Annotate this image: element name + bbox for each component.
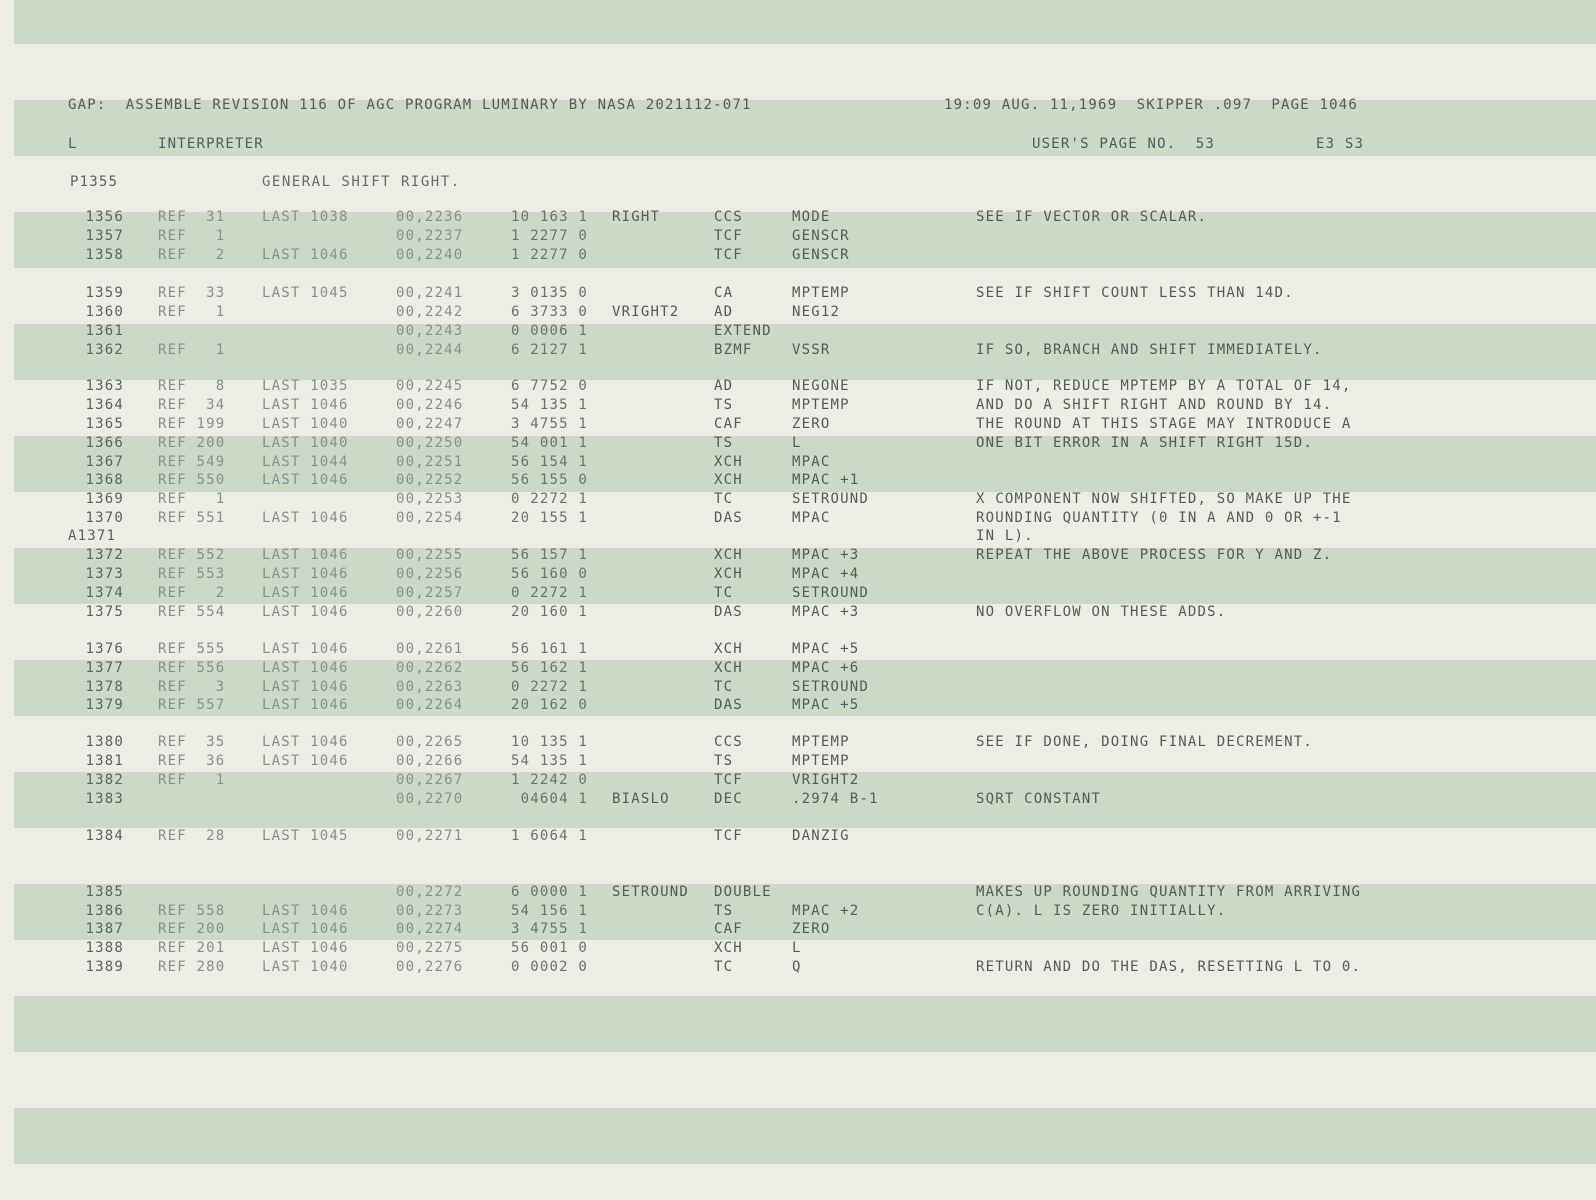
- listing-cell-line: 1366: [85, 435, 124, 451]
- listing-cell-comment: ONE BIT ERROR IN A SHIFT RIGHT 15D.: [976, 435, 1314, 451]
- listing-cell-ref: REF 28: [158, 828, 226, 844]
- listing-cell-line: 1369: [85, 491, 124, 507]
- log-section-letter: L: [68, 136, 78, 152]
- listing-cell-line: 1381: [85, 753, 124, 769]
- listing-cell-data: 0 0006 1: [510, 323, 588, 339]
- listing-cell-ref: REF 549: [158, 454, 226, 470]
- listing-cell-last: LAST 1046: [262, 641, 349, 657]
- listing-cell-comment: SQRT CONSTANT: [976, 791, 1102, 807]
- listing-cell-data: 10 135 1: [510, 734, 588, 750]
- listing-cell-comment: X COMPONENT NOW SHIFTED, SO MAKE UP THE: [976, 491, 1352, 507]
- listing-cell-line: 1360: [85, 304, 124, 320]
- listing-cell-ref: REF 200: [158, 435, 226, 451]
- listing-cell-line: 1389: [85, 959, 124, 975]
- listing-cell-last: LAST 1046: [262, 604, 349, 620]
- listing-cell-last: LAST 1045: [262, 828, 349, 844]
- listing-cell-op: TS: [714, 435, 734, 451]
- listing-cell-last: LAST 1040: [262, 959, 349, 975]
- listing-cell-ref: REF 553: [158, 566, 226, 582]
- listing-cell-last: LAST 1040: [262, 435, 349, 451]
- listing-cell-line: 1365: [85, 416, 124, 432]
- listing-cell-data: 56 161 1: [510, 641, 588, 657]
- users-page-number: USER'S PAGE NO. 53: [1032, 136, 1215, 152]
- listing-cell-op: XCH: [714, 547, 743, 563]
- listing-cell-op: TS: [714, 397, 734, 413]
- listing-cell-addr: 00,2262: [396, 660, 464, 676]
- listing-cell-comment: AND DO A SHIFT RIGHT AND ROUND BY 14.: [976, 397, 1333, 413]
- listing-cell-ref: REF 1: [158, 491, 226, 507]
- listing-cell-last: LAST 1046: [262, 921, 349, 937]
- listing-cell-last: LAST 1046: [262, 679, 349, 695]
- listing-cell-last: LAST 1035: [262, 378, 349, 394]
- listing-cell-op: XCH: [714, 641, 743, 657]
- listing-cell-line: 1379: [85, 697, 124, 713]
- listing-cell-addr: 00,2257: [396, 585, 464, 601]
- listing-cell-addr: 00,2276: [396, 959, 464, 975]
- listing-cell-addr: 00,2275: [396, 940, 464, 956]
- listing-cell-comment: SEE IF SHIFT COUNT LESS THAN 14D.: [976, 285, 1294, 301]
- listing-cell-op: TC: [714, 491, 734, 507]
- listing-cell-op: DEC: [714, 791, 743, 807]
- listing-cell-line: 1385: [85, 884, 124, 900]
- listing-cell-operand: MPTEMP: [792, 734, 850, 750]
- listing-cell-ref: REF 201: [158, 940, 226, 956]
- listing-header-right: 19:09 AUG. 11,1969 SKIPPER .097 PAGE 1046: [944, 97, 1359, 113]
- listing-cell-data: 0 0002 0: [510, 959, 588, 975]
- listing-cell-ref: REF 8: [158, 378, 226, 394]
- listing-cell-operand: MPAC: [792, 454, 831, 470]
- listing-cell-addr: 00,2250: [396, 435, 464, 451]
- listing-cell-ref: REF 2: [158, 585, 226, 601]
- listing-cell-data: 6 7752 0: [510, 378, 588, 394]
- listing-cell-addr: 00,2245: [396, 378, 464, 394]
- listing-cell-operand: MPAC +5: [792, 641, 860, 657]
- listing-cell-last: LAST 1046: [262, 472, 349, 488]
- listing-cell-data: 6 2127 1: [510, 342, 588, 358]
- listing-cell-operand: DANZIG: [792, 828, 850, 844]
- listing-cell-last: LAST 1046: [262, 734, 349, 750]
- listing-cell-ref: REF 1: [158, 772, 226, 788]
- listing-cell-addr: 00,2254: [396, 510, 464, 526]
- listing-cell-data: 1 2277 0: [510, 228, 588, 244]
- listing-cell-addr: 00,2266: [396, 753, 464, 769]
- listing-cell-addr: 00,2255: [396, 547, 464, 563]
- listing-cell-op: TC: [714, 959, 734, 975]
- listing-cell-operand: GENSCR: [792, 247, 850, 263]
- listing-cell-data: 56 157 1: [510, 547, 588, 563]
- listing-cell-addr: 00,2270: [396, 791, 464, 807]
- listing-cell-operand: MPAC +2: [792, 903, 860, 919]
- listing-cell-op: AD: [714, 378, 734, 394]
- listing-cell-last: LAST 1038: [262, 209, 349, 225]
- listing-cell-op: BZMF: [714, 342, 753, 358]
- listing-cell-last: LAST 1046: [262, 397, 349, 413]
- listing-cell-addr: 00,2240: [396, 247, 464, 263]
- listing-cell-label: BIASLO: [612, 791, 670, 807]
- listing-cell-addr: 00,2242: [396, 304, 464, 320]
- listing-cell-op: DAS: [714, 604, 743, 620]
- listing-cell-op: CCS: [714, 734, 743, 750]
- listing-cell-line: 1386: [85, 903, 124, 919]
- listing-cell-line: 1367: [85, 454, 124, 470]
- listing-cell-data: 1 2277 0: [510, 247, 588, 263]
- listing-cell-op: CA: [714, 285, 734, 301]
- listing-cell-ref: REF 555: [158, 641, 226, 657]
- listing-cell-operand: MPAC +1: [792, 472, 860, 488]
- listing-cell-line: 1383: [85, 791, 124, 807]
- listing-cell-last: LAST 1045: [262, 285, 349, 301]
- listing-cell-operand: SETROUND: [792, 491, 870, 507]
- listing-cell-data: 20 162 0: [510, 697, 588, 713]
- listing-cell-operand: VSSR: [792, 342, 831, 358]
- listing-cell-line: A1371: [68, 528, 117, 544]
- listing-cell-operand: ZERO: [792, 921, 831, 937]
- listing-cell-ref: REF 557: [158, 697, 226, 713]
- listing-cell-data: 0 2272 1: [510, 585, 588, 601]
- listing-cell-addr: 00,2244: [396, 342, 464, 358]
- listing-cell-operand: SETROUND: [792, 585, 870, 601]
- listing-cell-op: TCF: [714, 828, 743, 844]
- listing-cell-line: 1382: [85, 772, 124, 788]
- listing-cell-comment: IF NOT, REDUCE MPTEMP BY A TOTAL OF 14,: [976, 378, 1352, 394]
- listing-cell-ref: REF 200: [158, 921, 226, 937]
- listing-cell-data: 56 162 1: [510, 660, 588, 676]
- listing-cell-line: 1363: [85, 378, 124, 394]
- listing-cell-data: 3 4755 1: [510, 921, 588, 937]
- listing-cell-data: 54 135 1: [510, 397, 588, 413]
- listing-cell-op: TCF: [714, 772, 743, 788]
- listing-cell-data: 56 155 0: [510, 472, 588, 488]
- listing-cell-line: 1373: [85, 566, 124, 582]
- listing-cell-last: LAST 1046: [262, 566, 349, 582]
- listing-cell-line: 1378: [85, 679, 124, 695]
- listing-cell-comment: C(A). L IS ZERO INITIALLY.: [976, 903, 1227, 919]
- listing-cell-addr: 00,2243: [396, 323, 464, 339]
- listing-cell-op: DAS: [714, 697, 743, 713]
- listing-cell-addr: 00,2251: [396, 454, 464, 470]
- listing-cell-operand: NEG12: [792, 304, 841, 320]
- listing-cell-addr: 00,2256: [396, 566, 464, 582]
- listing-cell-addr: 00,2247: [396, 416, 464, 432]
- listing-cell-data: 54 156 1: [510, 903, 588, 919]
- listing-cell-operand: MPAC: [792, 510, 831, 526]
- listing-cell-addr: 00,2260: [396, 604, 464, 620]
- listing-cell-op: TC: [714, 679, 734, 695]
- listing-cell-addr: 00,2261: [396, 641, 464, 657]
- listing-cell-addr: 00,2273: [396, 903, 464, 919]
- listing-cell-comment: REPEAT THE ABOVE PROCESS FOR Y AND Z.: [976, 547, 1333, 563]
- listing-cell-data: 1 2242 0: [510, 772, 588, 788]
- listing-cell-addr: 00,2264: [396, 697, 464, 713]
- listing-cell-line: 1361: [85, 323, 124, 339]
- listing-cell-addr: 00,2271: [396, 828, 464, 844]
- listing-cell-comment: IN L).: [976, 528, 1034, 544]
- listing-cell-label: SETROUND: [612, 884, 690, 900]
- listing-cell-ref: REF 551: [158, 510, 226, 526]
- listing-cell-operand: NEGONE: [792, 378, 850, 394]
- listing-cell-addr: 00,2263: [396, 679, 464, 695]
- listing-cell-last: LAST 1046: [262, 940, 349, 956]
- listing-cell-addr: 00,2267: [396, 772, 464, 788]
- listing-cell-data: 6 3733 0: [510, 304, 588, 320]
- listing-cell-data: 1 6064 1: [510, 828, 588, 844]
- listing-cell-operand: SETROUND: [792, 679, 870, 695]
- listing-cell-addr: 00,2274: [396, 921, 464, 937]
- listing-cell-ref: REF 1: [158, 228, 226, 244]
- listing-cell-line: 1370: [85, 510, 124, 526]
- listing-cell-op: XCH: [714, 454, 743, 470]
- listing-cell-op: DOUBLE: [714, 884, 772, 900]
- paper-band: [14, 1108, 1596, 1164]
- listing-cell-data: 6 0000 1: [510, 884, 588, 900]
- listing-cell-op: XCH: [714, 566, 743, 582]
- paper-band: [14, 0, 1596, 44]
- listing-cell-op: CAF: [714, 416, 743, 432]
- listing-cell-last: LAST 1046: [262, 547, 349, 563]
- listing-cell-operand: MPAC +6: [792, 660, 860, 676]
- listing-cell-data: 0 2272 1: [510, 491, 588, 507]
- listing-cell-addr: 00,2236: [396, 209, 464, 225]
- listing-cell-ref: REF 280: [158, 959, 226, 975]
- listing-cell-addr: 00,2265: [396, 734, 464, 750]
- listing-cell-ref: REF 556: [158, 660, 226, 676]
- listing-cell-data: 04604 1: [520, 791, 588, 807]
- listing-cell-line: 1362: [85, 342, 124, 358]
- listing-cell-operand: Q: [792, 959, 802, 975]
- listing-cell-line: 1380: [85, 734, 124, 750]
- listing-cell-op: TS: [714, 903, 734, 919]
- listing-cell-comment: ROUNDING QUANTITY (0 IN A AND 0 OR +-1: [976, 510, 1342, 526]
- listing-cell-operand: MPAC +4: [792, 566, 860, 582]
- listing-cell-op: XCH: [714, 940, 743, 956]
- listing-cell-last: LAST 1044: [262, 454, 349, 470]
- listing-cell-comment: SEE IF VECTOR OR SCALAR.: [976, 209, 1208, 225]
- log-section-name: INTERPRETER: [158, 136, 264, 152]
- listing-cell-op: XCH: [714, 472, 743, 488]
- listing-cell-addr: 00,2253: [396, 491, 464, 507]
- listing-cell-data: 20 155 1: [510, 510, 588, 526]
- listing-cell-operand: L: [792, 940, 802, 956]
- listing-cell-ref: REF 34: [158, 397, 226, 413]
- listing-cell-line: 1368: [85, 472, 124, 488]
- listing-cell-ref: REF 3: [158, 679, 226, 695]
- listing-cell-op: CCS: [714, 209, 743, 225]
- listing-cell-last: LAST 1046: [262, 753, 349, 769]
- listing-cell-last: LAST 1040: [262, 416, 349, 432]
- listing-cell-operand: MPAC +5: [792, 697, 860, 713]
- listing-cell-operand: L: [792, 435, 802, 451]
- listing-cell-ref: REF 2: [158, 247, 226, 263]
- listing-cell-addr: 00,2252: [396, 472, 464, 488]
- listing-cell-addr: 00,2272: [396, 884, 464, 900]
- listing-cell-ref: REF 554: [158, 604, 226, 620]
- listing-cell-last: LAST 1046: [262, 903, 349, 919]
- listing-cell-line: 1376: [85, 641, 124, 657]
- listing-cell-line: 1372: [85, 547, 124, 563]
- listing-cell-operand: MPTEMP: [792, 753, 850, 769]
- listing-cell-last: LAST 1046: [262, 697, 349, 713]
- listing-cell-op: XCH: [714, 660, 743, 676]
- listing-cell-op: TCF: [714, 228, 743, 244]
- page-reference: E3 S3: [1316, 136, 1365, 152]
- listing-cell-line: 1384: [85, 828, 124, 844]
- listing-cell-data: 56 154 1: [510, 454, 588, 470]
- listing-cell-comment: SEE IF DONE, DOING FINAL DECREMENT.: [976, 734, 1314, 750]
- listing-cell-label: RIGHT: [612, 209, 661, 225]
- listing-cell-comment: IF SO, BRANCH AND SHIFT IMMEDIATELY.: [976, 342, 1323, 358]
- listing-cell-data: 56 001 0: [510, 940, 588, 956]
- listing-cell-ref: REF 1: [158, 342, 226, 358]
- listing-cell-operand: ZERO: [792, 416, 831, 432]
- listing-cell-line: 1357: [85, 228, 124, 244]
- listing-cell-data: 3 4755 1: [510, 416, 588, 432]
- listing-cell-operand: VRIGHT2: [792, 772, 860, 788]
- listing-cell-operand: MPTEMP: [792, 285, 850, 301]
- listing-cell-ref: REF 31: [158, 209, 226, 225]
- listing-cell-data: 20 160 1: [510, 604, 588, 620]
- listing-cell-comment: THE ROUND AT THIS STAGE MAY INTRODUCE A: [976, 416, 1352, 432]
- listing-cell-ref: REF 35: [158, 734, 226, 750]
- listing-cell-comment: NO OVERFLOW ON THESE ADDS.: [976, 604, 1227, 620]
- listing-cell-operand: MPAC +3: [792, 604, 860, 620]
- listing-header-left: GAP: ASSEMBLE REVISION 116 OF AGC PROGRAM LUMINARY BY NASA 2021112-071: [68, 97, 752, 113]
- listing-cell-ref: REF 1: [158, 304, 226, 320]
- listing-cell-data: 10 163 1: [510, 209, 588, 225]
- listing-cell-data: 54 135 1: [510, 753, 588, 769]
- listing-cell-line: 1358: [85, 247, 124, 263]
- section-id: P1355: [70, 174, 119, 190]
- listing-cell-op: CAF: [714, 921, 743, 937]
- listing-cell-op: TCF: [714, 247, 743, 263]
- listing-cell-data: 0 2272 1: [510, 679, 588, 695]
- listing-cell-op: AD: [714, 304, 734, 320]
- listing-cell-comment: MAKES UP ROUNDING QUANTITY FROM ARRIVING: [976, 884, 1362, 900]
- listing-cell-ref: REF 36: [158, 753, 226, 769]
- listing-cell-ref: REF 199: [158, 416, 226, 432]
- listing-cell-operand: MODE: [792, 209, 831, 225]
- listing-cell-operand: MPAC +3: [792, 547, 860, 563]
- listing-cell-line: 1377: [85, 660, 124, 676]
- listing-cell-ref: REF 558: [158, 903, 226, 919]
- paper-band: [14, 996, 1596, 1052]
- listing-cell-last: LAST 1046: [262, 247, 349, 263]
- listing-cell-addr: 00,2237: [396, 228, 464, 244]
- listing-cell-line: 1356: [85, 209, 124, 225]
- listing-cell-op: TS: [714, 753, 734, 769]
- listing-cell-op: DAS: [714, 510, 743, 526]
- listing-cell-addr: 00,2246: [396, 397, 464, 413]
- listing-cell-last: LAST 1046: [262, 510, 349, 526]
- listing-cell-label: VRIGHT2: [612, 304, 680, 320]
- listing-cell-operand: GENSCR: [792, 228, 850, 244]
- listing-cell-line: 1388: [85, 940, 124, 956]
- listing-cell-op: TC: [714, 585, 734, 601]
- listing-cell-ref: REF 33: [158, 285, 226, 301]
- listing-cell-line: 1359: [85, 285, 124, 301]
- listing-cell-line: 1375: [85, 604, 124, 620]
- listing-cell-comment: RETURN AND DO THE DAS, RESETTING L TO 0.: [976, 959, 1362, 975]
- listing-cell-op: EXTEND: [714, 323, 772, 339]
- listing-cell-line: 1374: [85, 585, 124, 601]
- listing-cell-operand: MPTEMP: [792, 397, 850, 413]
- listing-cell-ref: REF 550: [158, 472, 226, 488]
- listing-cell-ref: REF 552: [158, 547, 226, 563]
- listing-cell-operand: .2974 B-1: [792, 791, 879, 807]
- section-title: GENERAL SHIFT RIGHT.: [262, 174, 461, 190]
- listing-cell-line: 1387: [85, 921, 124, 937]
- listing-cell-data: 54 001 1: [510, 435, 588, 451]
- listing-cell-line: 1364: [85, 397, 124, 413]
- listing-cell-data: 56 160 0: [510, 566, 588, 582]
- listing-cell-last: LAST 1046: [262, 585, 349, 601]
- listing-cell-data: 3 0135 0: [510, 285, 588, 301]
- listing-cell-last: LAST 1046: [262, 660, 349, 676]
- listing-cell-addr: 00,2241: [396, 285, 464, 301]
